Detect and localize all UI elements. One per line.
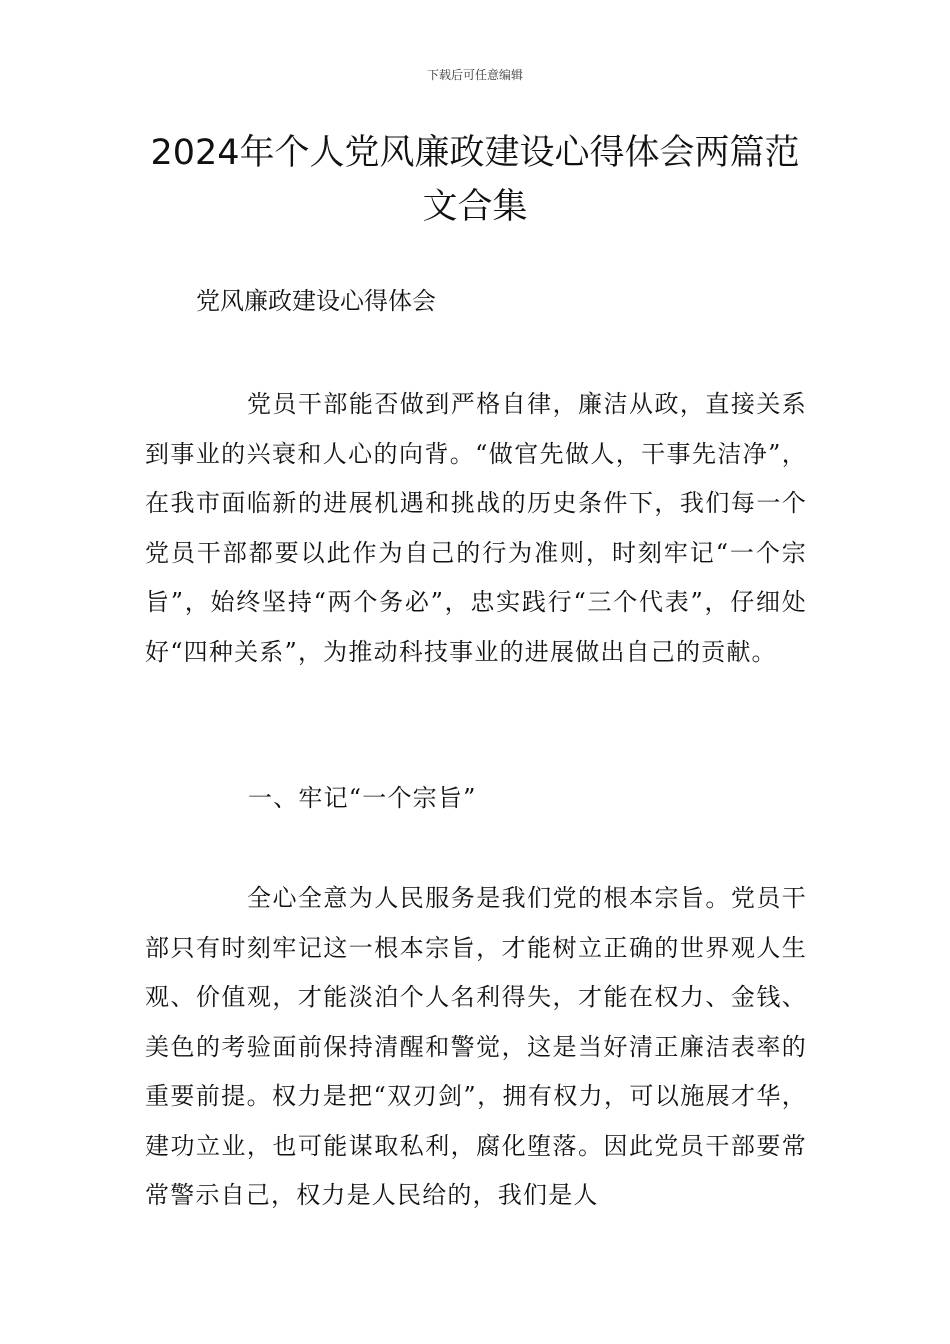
section-heading: 一、牢记“一个宗旨”	[248, 784, 477, 812]
body-paragraph-2: 全心全意为人民服务是我们党的根本宗旨。党员干部只有时刻牢记这一根本宗旨，才能树立正确的世界观人生观、价值观，才能淡泊个人名利得失，才能在权力、金钱、美色的考验面前保持清醒和警觉，这是当好清正廉洁表率的重要前提。权力是把“双刃剑”，拥有权力，可以施展才华，建功立业，也可能谋取私利，腐化堕落。因此党员干部要常常警示自己，权力是人民给的，我们是人	[145, 884, 807, 1209]
body-paragraph-1: 党员干部能否做到严格自律，廉洁从政，直接关系到事业的兴衰和人心的向背。“做官先做人，干事先洁净”，在我市面临新的进展机遇和挑战的历史条件下，我们每一个党员干部都要以此作为自己的行为准则，时刻牢记“一个宗旨”，始终坚持“两个务必”，忠实践行“三个代表”，仔细处好“四种关系”，为推动科技事业的进展做出自己的贡献。	[145, 390, 807, 666]
document-title: 2024年个人党风廉政建设心得体会两篇范文合集	[150, 133, 800, 227]
header-note: 下载后可任意编辑	[426, 68, 523, 82]
document-subtitle: 党风廉政建设心得体会	[196, 287, 436, 315]
